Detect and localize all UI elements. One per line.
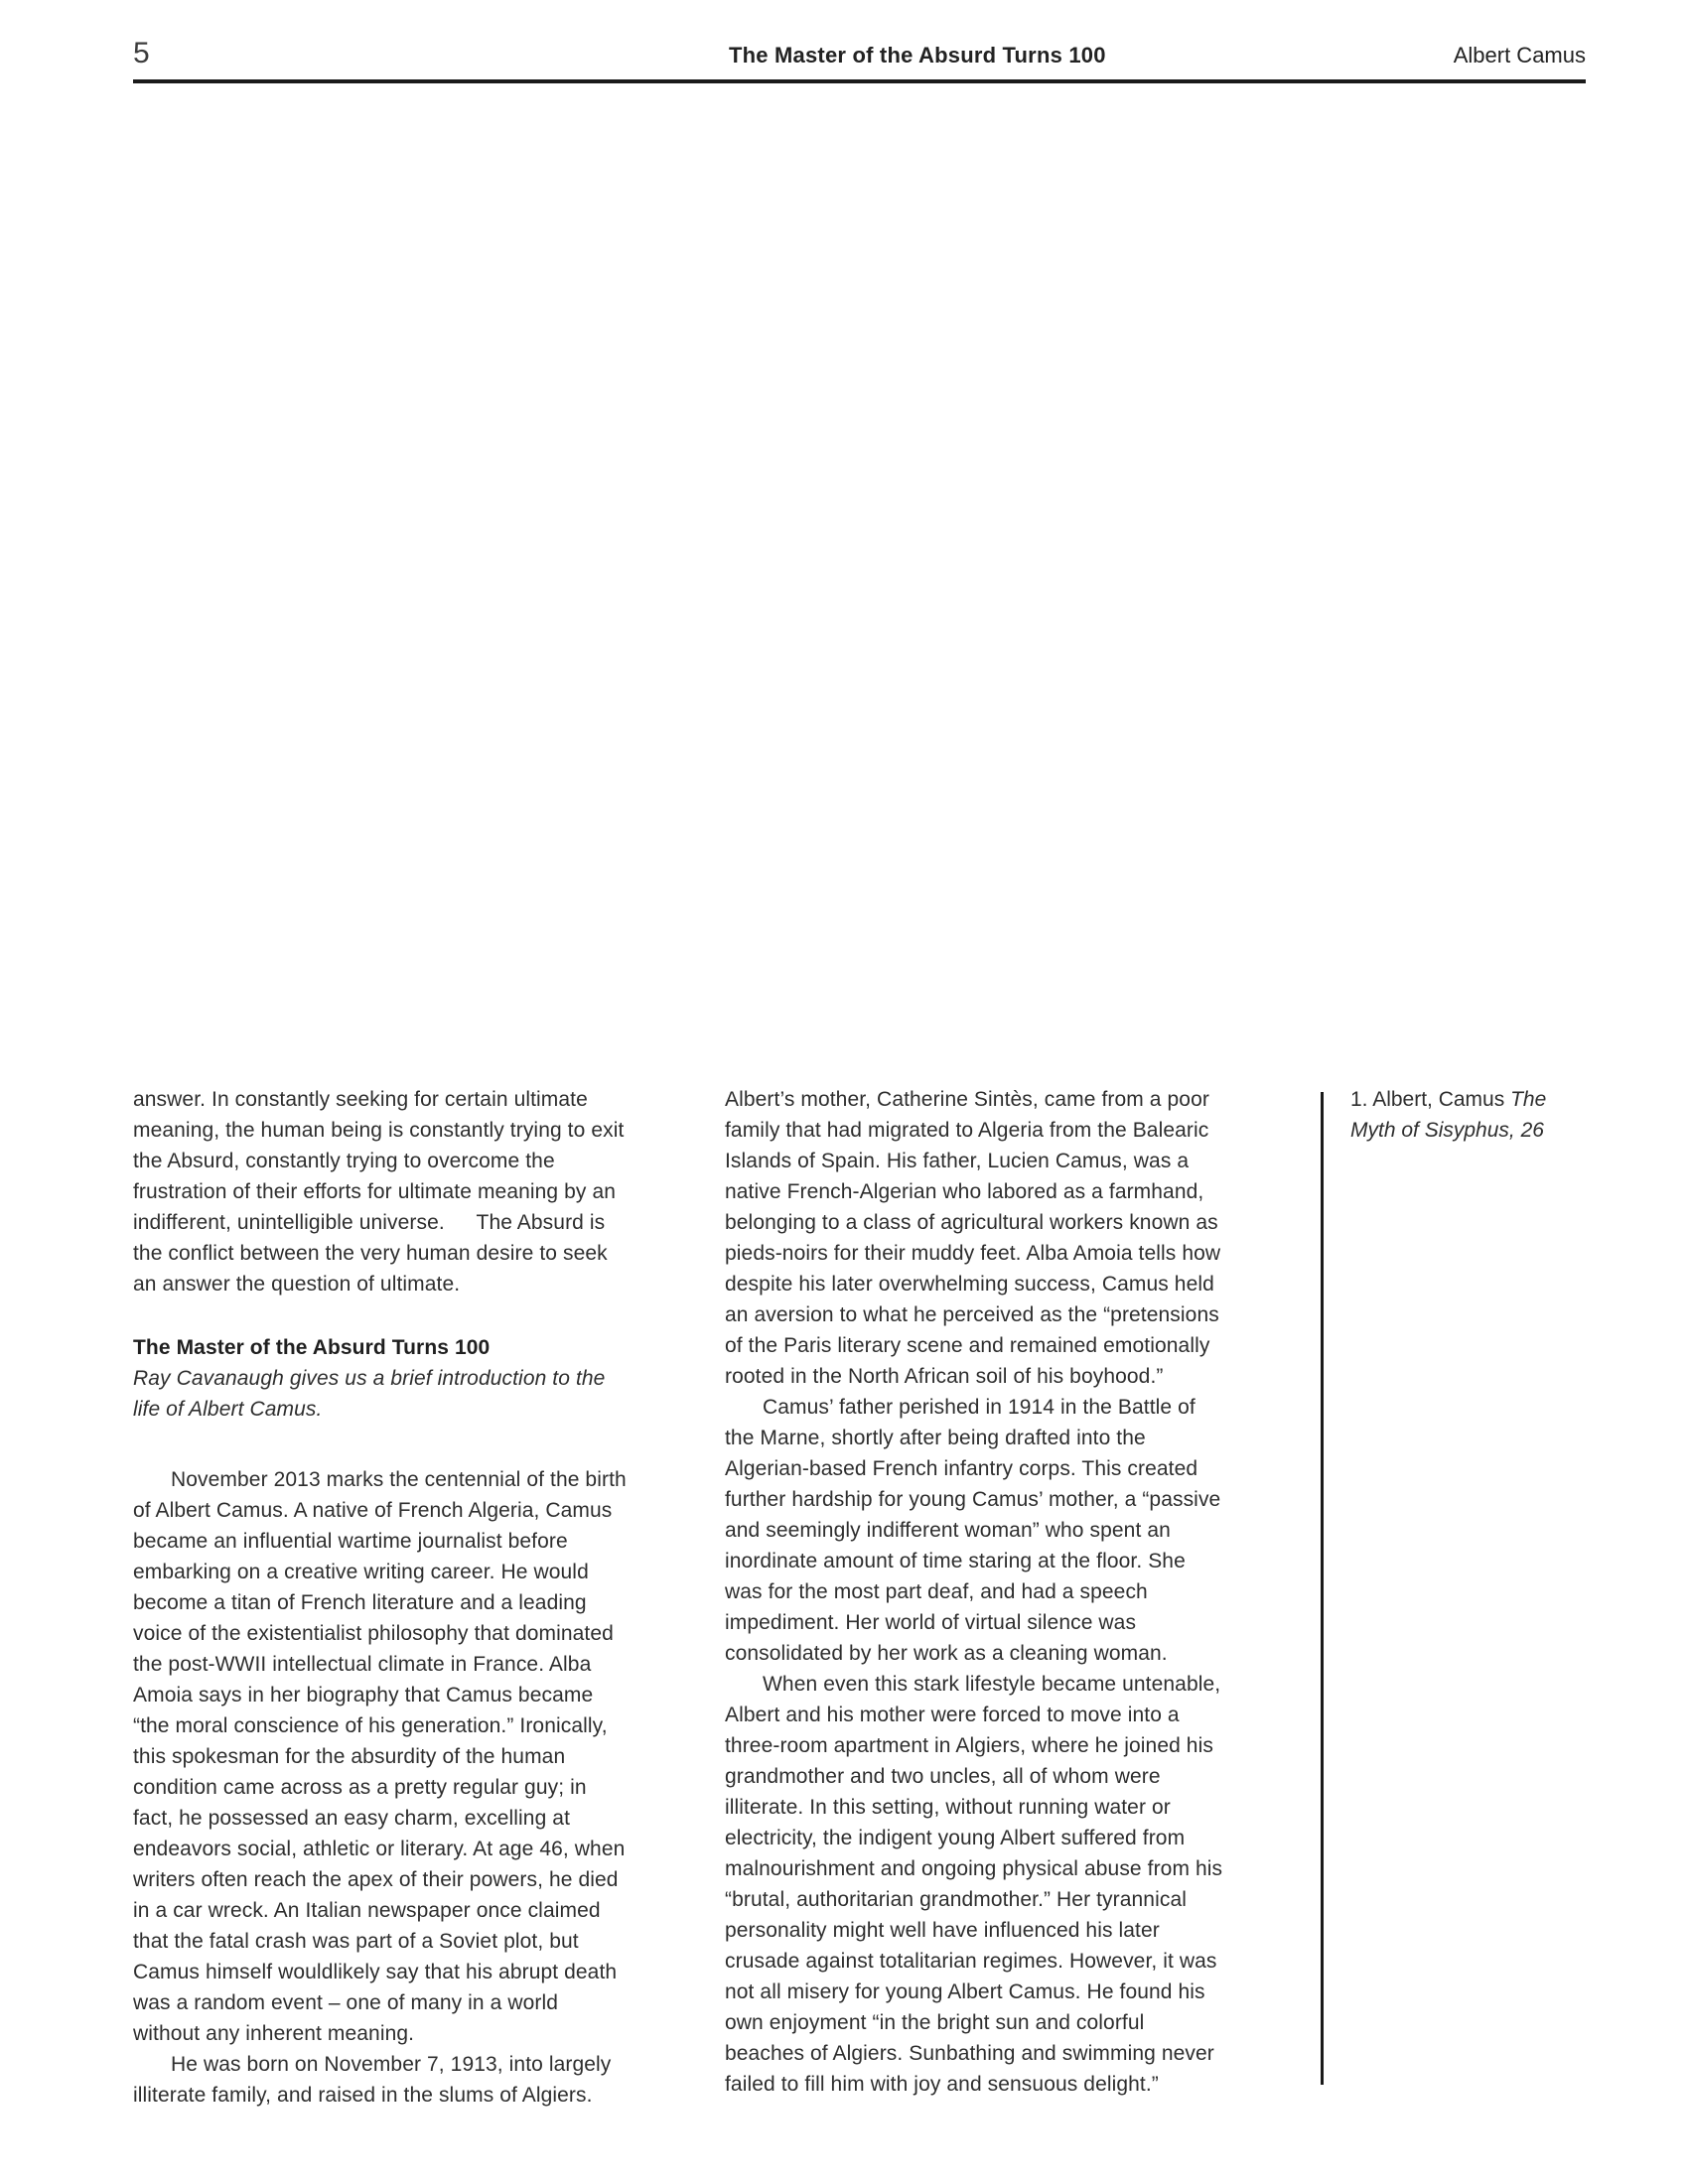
running-header (133, 30, 1586, 69)
byline: Ray Cavanaugh gives us a brief introduction to the life of Albert Camus. (133, 1367, 606, 1421)
article-column-left (133, 1084, 627, 2111)
paragraph: November 2013 marks the centennial of the birth of Albert Camus. A native of French Algeria, Camus became an influential wartime journalist before embarking on a creative writing career. He would become a titan of French literature and a leading voice of the existentialist philosophy that dominated the post-WWII intellectual climate in France. Alba Amoia says in her biography that Camus became “the moral conscience of his generation.” Ironically, this spokesman for the absurdity of the human condition came across as a pretty regular guy; in fact, he possessed an easy charm, excelling at endeavors social, athletic or literary. At age 46, when writers often reach the apex of their powers, he died in a car wreck. An Italian newspaper once claimed that the fatal crash was part of a Soviet plot, but Camus himself wouldlikely say that his abrupt death was a random event – one of many in a world without any inherent meaning. (133, 1468, 627, 2045)
paragraph: He was born on November 7, 1913, into largely illiterate family, and raised in the slums of Algiers. (133, 2053, 612, 2107)
footnote (1350, 1084, 1577, 1146)
article-column-right (725, 1084, 1226, 2100)
footnote-prefix: 1. Albert, Camus (1350, 1088, 1511, 1111)
page-number: 5 (133, 37, 151, 69)
paragraph: When even this stark lifestyle became untenable, Albert and his mother were forced to move into a three-room apartment in Algiers, where he joined his grandmother and two uncles, all of whom were illiterate. In this setting, without running water or electricity, the indigent young Albert suffered from malnourishment and ongoing physical abuse from his “brutal, authoritarian grandmother.” Her tyrannical personality might well have influenced his later crusade against totalitarian regimes. However, it was not all misery for young Albert Camus. He found his own enjoyment “in the bright sun and colorful beaches of Algiers. Sunbathing and swimming never failed to fill him with joy and sensuous delight.” (725, 1673, 1223, 2096)
paragraph: Albert’s mother, Catherine Sintès, came from a poor family that had migrated to Algeria from the Balearic Islands of Spain. His father, Lucien Camus, was a native French-Algerian who labored as a farmhand, belonging to a class of agricultural workers known as pieds-noirs for their muddy feet. Alba Amoia tells how despite his later overwhelming success, Camus held an aversion to what he perceived as the “pretensions of the Paris literary scene and remained emotionally rooted in the North African soil of his boyhood.” (725, 1088, 1221, 1388)
paragraph: Camus’ father perished in 1914 in the Battle of the Marne, shortly after being drafted into the Algerian-based French infantry corps. This created further hardship for young Camus’ mother, a “passive and seemingly indifferent woman” who spent an inordinate amount of time staring at the floor. She was for the most part deaf, and had a speech impediment. Her world of virtual silence was consolidated by her work as a cleaning woman. (725, 1396, 1221, 1665)
running-header-title: The Master of the Absurd Turns 100 (729, 43, 1106, 68)
section-heading: The Master of the Absurd Turns 100 (133, 1336, 491, 1359)
running-header-author: Albert Camus (1453, 43, 1586, 68)
notes-divider-rule (1321, 1092, 1324, 2085)
paragraph: answer. In constantly seeking for certain ultimate meaning, the human being is constantly trying to exit the Absurd, constantly trying to overcome the frustration of their efforts for ultimate meaning by an indifferent, unintelligible universe. The Absurd is the conflict between the very human desire to seek an answer the question of ultimate. (133, 1088, 625, 1296)
header-rule (133, 79, 1586, 83)
footnote-citation: The Myth of Sisyphus, 26 (1350, 1088, 1547, 1142)
